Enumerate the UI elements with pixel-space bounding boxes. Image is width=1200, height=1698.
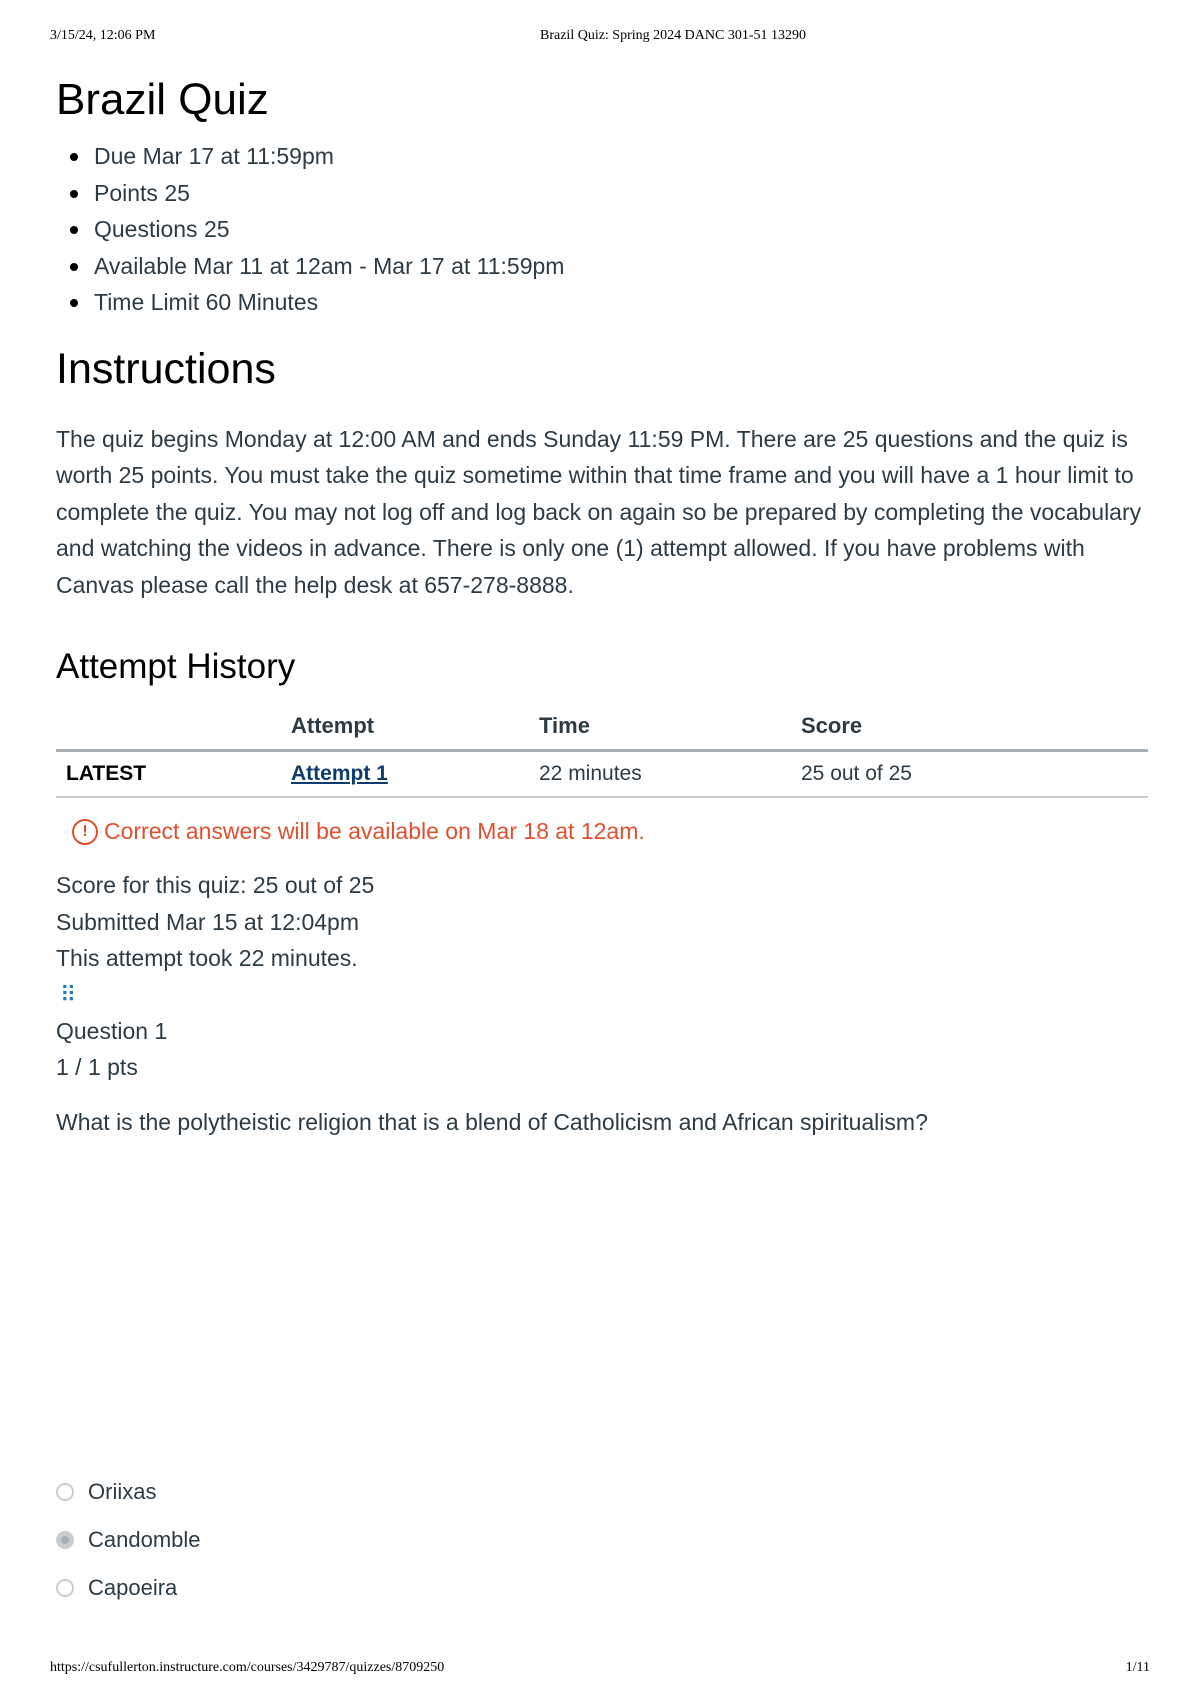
radio-button[interactable] bbox=[56, 1579, 74, 1597]
attempt-1-link[interactable]: Attempt 1 bbox=[291, 762, 388, 785]
warning-icon: ! bbox=[72, 819, 98, 845]
quiz-availability: Available Mar 11 at 12am - Mar 17 at 11:59pm bbox=[56, 248, 1148, 285]
attempt-status-label: LATEST bbox=[56, 751, 281, 798]
answer-label: Capoeira bbox=[88, 1575, 178, 1600]
attempt-history-table bbox=[56, 707, 1148, 798]
radio-button-selected[interactable] bbox=[56, 1531, 74, 1549]
question-text: What is the polytheistic religion that is a blend of Catholicism and African spiritualism? bbox=[56, 1108, 928, 1135]
instructions-heading: Instructions bbox=[56, 344, 276, 393]
question-title: Question 1 bbox=[56, 1017, 168, 1044]
question-points: 1 / 1 pts bbox=[56, 1054, 138, 1080]
column-header-label bbox=[56, 707, 281, 751]
print-url: https://csufullerton.instructure.com/courses/3429787/quizzes/8709250 bbox=[50, 1660, 445, 1675]
attempt-score: 25 out of 25 bbox=[791, 751, 1148, 798]
correct-answers-notice bbox=[72, 818, 1148, 845]
attempt-history-heading: Attempt History bbox=[56, 647, 296, 686]
print-page-number: 1/11 bbox=[1125, 1660, 1150, 1675]
column-header-attempt: Attempt bbox=[281, 707, 529, 751]
quiz-content bbox=[56, 70, 1148, 1140]
attempt-link-cell bbox=[281, 751, 529, 798]
quiz-points: Points 25 bbox=[56, 175, 1148, 212]
instructions-body: The quiz begins Monday at 12:00 AM and ends Sunday 11:59 PM. There are 25 questions and the quiz is worth 25 points. You must take the quiz sometime within that time frame and you will have a 1 hour limit to complete the quiz. You may not log off and log back on again so be prepared by completing the vocabulary and watching the videos in advance. There is only one (1) attempt allowed. If you have problems with Canvas please call the help desk at 657-278-8888. bbox=[56, 425, 1142, 598]
quiz-details-list bbox=[56, 138, 1148, 321]
print-document-title: Brazil Quiz: Spring 2024 DANC 301-51 13290 bbox=[540, 28, 806, 43]
quiz-time-limit: Time Limit 60 Minutes bbox=[56, 284, 1148, 321]
table-header-row bbox=[56, 707, 1148, 751]
page-title: Brazil Quiz bbox=[56, 75, 269, 124]
drag-handle-icon[interactable]: ⠿ bbox=[60, 981, 75, 1007]
attempt-duration: This attempt took 22 minutes. bbox=[56, 945, 358, 971]
answer-option[interactable] bbox=[56, 1468, 201, 1516]
answer-option[interactable] bbox=[56, 1564, 201, 1612]
answer-option-selected[interactable] bbox=[56, 1516, 201, 1564]
column-header-score: Score bbox=[791, 707, 1148, 751]
attempt-summary bbox=[56, 867, 1148, 977]
print-date: 3/15/24, 12:06 PM bbox=[50, 28, 156, 43]
radio-button[interactable] bbox=[56, 1483, 74, 1501]
submitted-time: Submitted Mar 15 at 12:04pm bbox=[56, 908, 359, 935]
attempt-time: 22 minutes bbox=[529, 751, 791, 798]
quiz-due-date: Due Mar 17 at 11:59pm bbox=[56, 138, 1148, 175]
column-header-time: Time bbox=[529, 707, 791, 751]
notice-text: Correct answers will be available on Mar 18 at 12am. bbox=[104, 818, 645, 844]
table-row bbox=[56, 751, 1148, 798]
quiz-score: Score for this quiz: 25 out of 25 bbox=[56, 872, 375, 898]
answer-options bbox=[56, 1468, 201, 1612]
quiz-question-count: Questions 25 bbox=[56, 211, 1148, 248]
answer-label: Candomble bbox=[88, 1527, 201, 1552]
answer-label: Oriixas bbox=[88, 1479, 157, 1504]
